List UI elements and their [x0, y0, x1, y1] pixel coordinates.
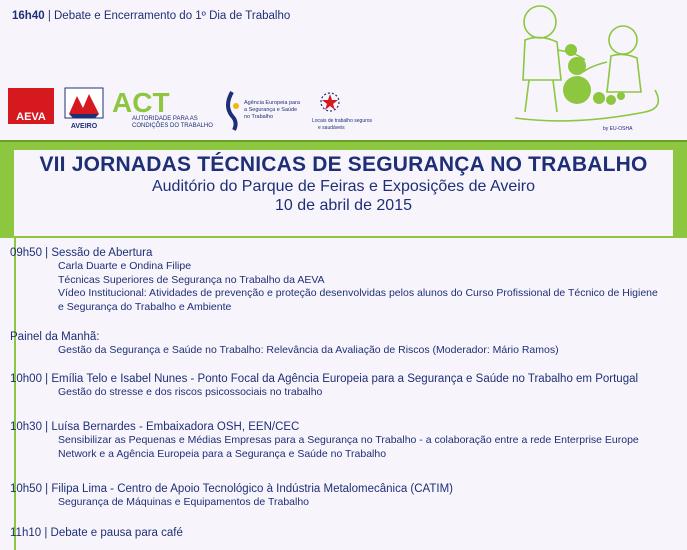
item-time: 10h30 [10, 421, 42, 433]
item-separator: | [41, 527, 51, 539]
healthy-workplaces-logo [308, 88, 373, 132]
event-venue: Auditório do Parque de Feiras e Exposições de Aveiro [151, 178, 536, 195]
item-separator: | [41, 483, 52, 495]
event-date: 10 de abril de 2015 [275, 197, 412, 214]
item-time: 11h10 [10, 527, 42, 539]
schedule-item-opening [10, 246, 658, 314]
act-logo-main: ACT [112, 87, 170, 118]
item-detail: e Segurança do Trabalho e Ambiente [58, 300, 232, 313]
item-detail: Sensibilizar as Pequenas e Médias Empresas para a Segurança no Trabalho - a colaboração entre a rede Enterprise Europe [58, 434, 639, 446]
schedule-item-1050 [10, 482, 453, 510]
illustration-credit: by EU-OSHA [603, 126, 633, 132]
item-time: 10h00 [10, 373, 42, 385]
item-detail: Gestão do stresse e dos riscos psicossociais no trabalho [58, 386, 323, 398]
panel-title: Painel da Manhã: [10, 331, 100, 343]
header-time: 16h40 [12, 10, 45, 22]
agency-text-2: a Segurança e Saúde [244, 107, 298, 113]
header-separator: | [47, 10, 54, 22]
header-text: Debate e Encerramento do 1º Dia de Trabalho [54, 10, 291, 22]
act-logo-sub2: CONDIÇÕES DO TRABALHO [132, 123, 213, 129]
item-detail: Network e a Agência Europeia para a Segurança e Saúde no Trabalho [58, 447, 387, 460]
program-schedule [0, 236, 687, 550]
item-title: Filipa Lima - Centro de Apoio Tecnológico à Indústria Metalomecânica (CATIM) [51, 483, 453, 495]
schedule-item-1110 [10, 526, 183, 540]
aveiro-logo-text: AVEIRO [70, 123, 98, 130]
schedule-item-panel [10, 330, 559, 358]
item-time: 10h50 [10, 483, 42, 495]
item-separator: | [41, 421, 52, 433]
schedule-item-1030 [10, 420, 639, 461]
title-banner-inner [14, 150, 673, 236]
item-title: Luísa Bernardes - Embaixadora OSH, EEN/CEC [51, 421, 300, 433]
item-title: Sessão de Abertura [51, 247, 153, 259]
panel-detail: Gestão da Segurança e Saúde no Trabalho: Relevância da Avaliação de Riscos (Moderador: Mário Ramos) [58, 344, 559, 356]
item-separator: | [41, 247, 52, 259]
eu-osha-agency-logo [222, 88, 304, 132]
act-logo-sub1: AUTORIDADE PARA AS [132, 116, 198, 122]
aeva-logo [8, 88, 54, 124]
act-logo [110, 86, 220, 130]
agency-text-3: no Trabalho [244, 114, 274, 120]
item-title: Debate e pausa para café [50, 527, 183, 539]
schedule-item-1000 [10, 372, 638, 400]
aveiro-logo [63, 86, 105, 130]
item-separator: | [41, 373, 52, 385]
title-banner [0, 140, 687, 238]
item-detail: Vídeo Institucional: Atividades de prevenção e proteção desenvolvidas pelos alunos do Curso Profissional de Técnico de Higiene [58, 287, 658, 299]
item-detail: Segurança de Máquinas e Equipamentos de Trabalho [58, 496, 310, 508]
item-time: 09h50 [10, 247, 42, 259]
agency-text-1: Agência Europeia para [244, 100, 300, 106]
osha-text-2: e saudáveis [318, 125, 345, 131]
header-line [12, 10, 290, 22]
aeva-logo-text: AEVA [16, 111, 46, 123]
item-title: Emília Telo e Isabel Nunes - Ponto Focal da Agência Europeia para a Segurança e Saúde no Trabalho em Portugal [51, 373, 639, 385]
item-detail: Técnicas Superiores de Segurança no Trabalho da AEVA [58, 273, 325, 286]
partner-logos [0, 84, 687, 140]
osha-text-1: Locais de trabalho seguros [312, 118, 373, 124]
event-title: VII JORNADAS TÉCNICAS DE SEGURANÇA NO TRABALHO [39, 153, 648, 176]
item-detail: Carla Duarte e Ondina Filipe [58, 260, 192, 272]
